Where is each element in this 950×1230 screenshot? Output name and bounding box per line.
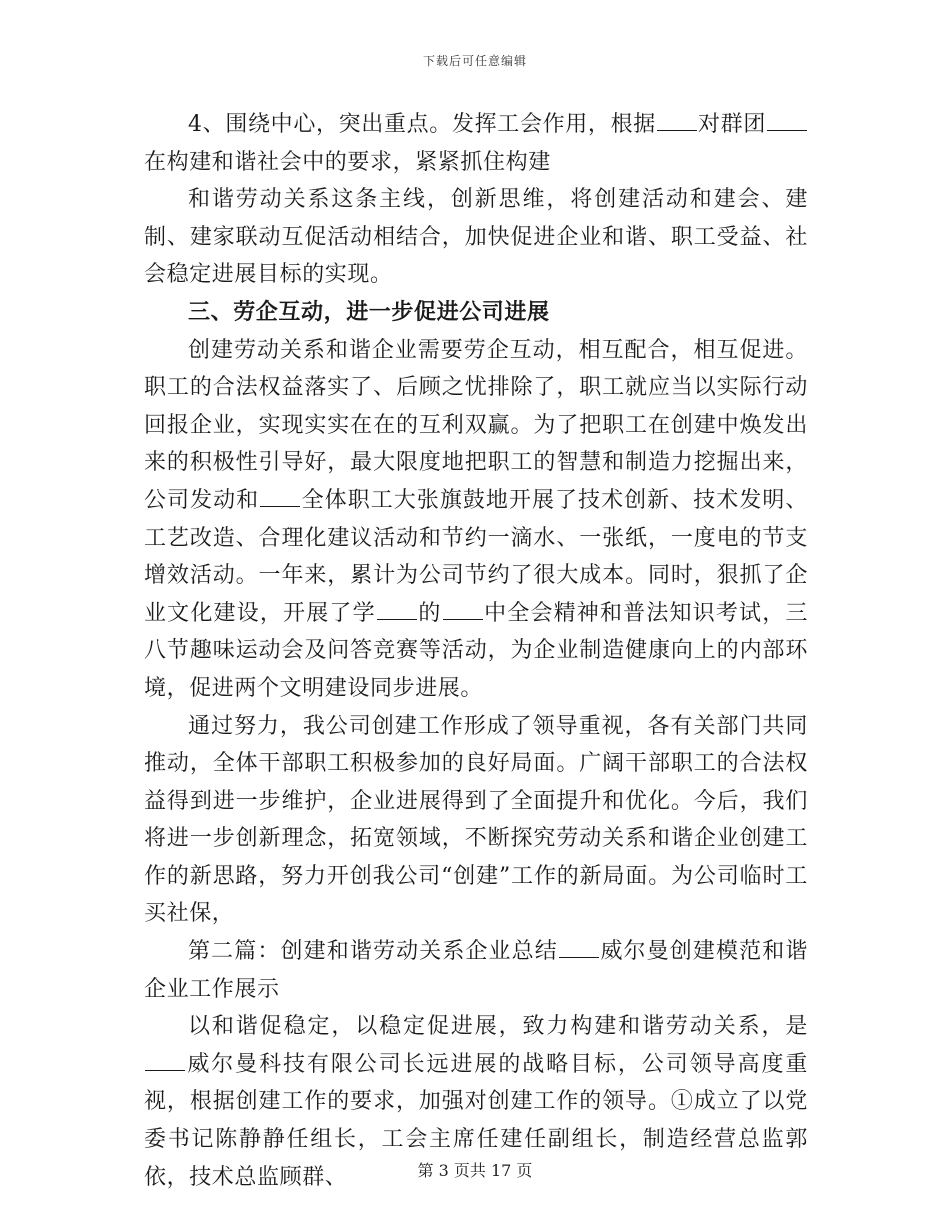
document-body xyxy=(144,106,808,1196)
text-segment: 创建劳动关系和谐企业需要劳企互动，相互配合，相互促进。职工的合法权益落实了、后顾之忧排除了，职工就应当以实际行动回报企业，实现实实在在的互利双赢。为了把职工在创建中焕发出来的积极性引导好，最大限度地把职工的智慧和制造力挖掘出来，公司发动和 xyxy=(144,337,808,513)
fill-blank xyxy=(559,939,599,958)
text-segment: 全体职工大张旗鼓地开展了技术创新、技术发明、工艺改造、合理化建议活动和节约一滴水、一张纸，一度电的节支增效活动。一年来，累计为公司节约了很大成本。同时，狠抓了企业文化建设，开展了学 xyxy=(144,487,808,626)
text-segment: 以和谐促稳定，以稳定促进展，致力构建和谐劳动关系，是 xyxy=(188,1014,808,1040)
fill-blank xyxy=(443,601,483,620)
text-segment: 的 xyxy=(417,600,442,626)
paragraph-1 xyxy=(144,106,808,181)
section-heading xyxy=(144,294,808,332)
fill-blank xyxy=(145,1052,185,1071)
text-segment: 威尔曼创建模范和谐企业工作展示 xyxy=(144,939,808,1002)
text-segment: 在构建和谐社会中的要求，紧紧抓住构建 xyxy=(144,149,551,175)
text-segment: 中全会精神和普法知识考试，三八节趣味运动会及问答竞赛等活动，为企业制造健康向上的内部环境，促进两个文明建设同步进展。 xyxy=(144,600,808,701)
heading-text: 三、劳企互动，进一步促进公司进展 xyxy=(188,298,550,325)
text-segment: 对群团 xyxy=(697,112,766,137)
text-segment: 威尔曼科技有限公司长远进展的战略目标，公司领导高度重视，根据创建工作的要求，加强对创建工作的领导。①成立了以党委书记陈静静任组长，工会主席任建任副组长，制造经营总监郭依，技术总监顾群、 xyxy=(144,1051,808,1190)
paragraph-2 xyxy=(144,181,808,294)
text-segment: 4、围绕中心，突出重点。发挥工会作用，根据 xyxy=(188,112,656,137)
text-segment: 和谐劳动关系这条主线，创新思维，将创建活动和建会、建制、建家联动互促活动相结合，加快促进企业和谐、职工受益、社会稳定进展目标的实现。 xyxy=(144,187,808,288)
fill-blank xyxy=(260,488,300,507)
paragraph-4 xyxy=(144,708,808,934)
page-footer: 第 3 页共 17 页 xyxy=(417,1161,533,1180)
fill-blank xyxy=(377,601,417,620)
paragraph-3 xyxy=(144,332,808,708)
page-header: 下载后可任意编辑 xyxy=(422,54,527,68)
fill-blank xyxy=(767,112,807,131)
text-segment: 第二篇：创建和谐劳动关系企业总结 xyxy=(188,939,558,965)
paragraph-5 xyxy=(144,933,808,1008)
text-segment: 通过努力，我公司创建工作形成了领导重视，各有关部门共同推动，全体干部职工积极参加的良好局面。广阔干部职工的合法权益得到进一步维护，企业进展得到了全面提升和优化。今后，我们将进一步创新理念，拓宽领域，不断探究劳动关系和谐企业创建工作的新思路，努力开创我公司“创建”工作的新局面。为公司临时工买社保， xyxy=(144,713,808,927)
fill-blank xyxy=(657,112,697,131)
